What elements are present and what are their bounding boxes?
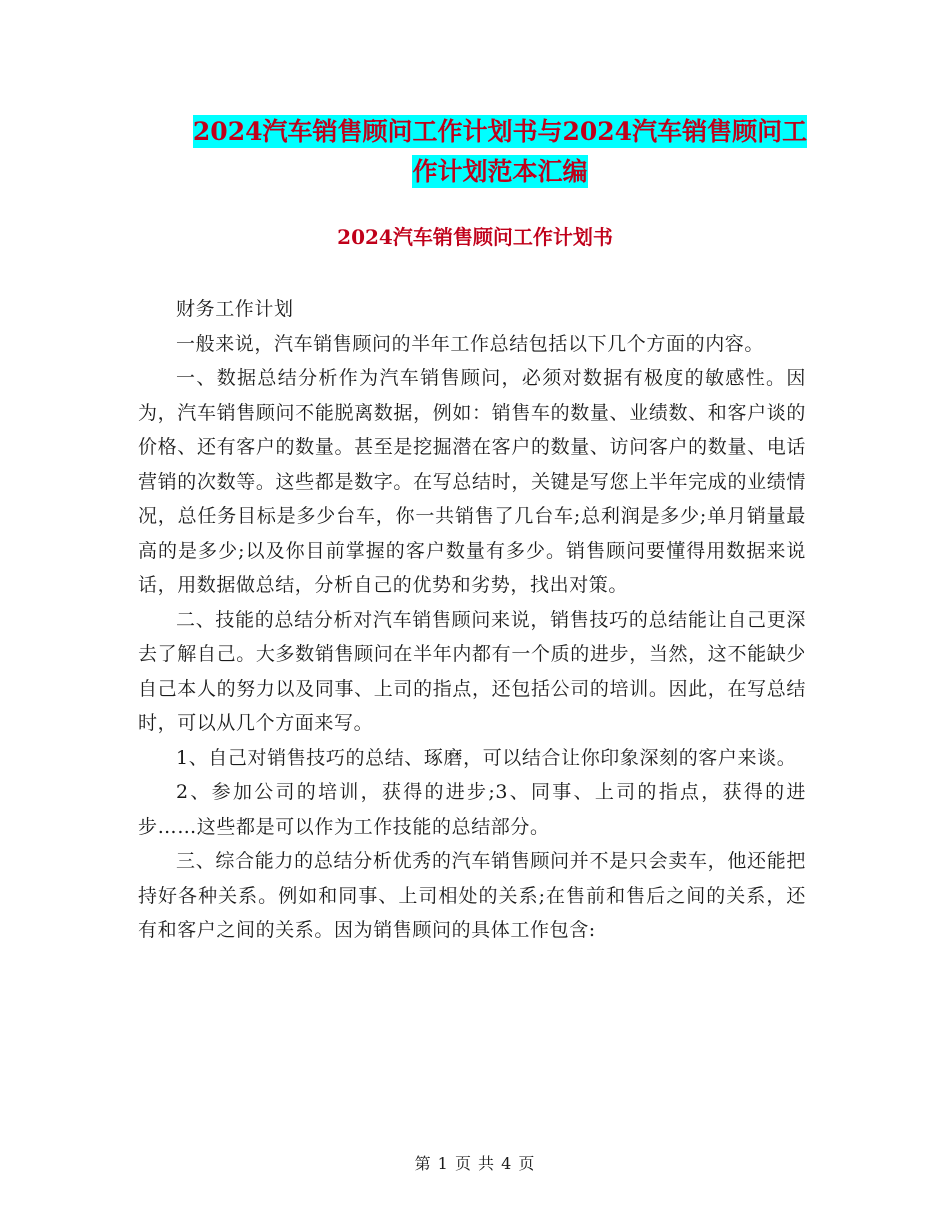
page-number-footer: 第 1 页 共 4 页 [414, 1154, 536, 1173]
paragraph: 一、数据总结分析作为汽车销售顾问，必须对数据有极度的敏感性。因为，汽车销售顾问不能脱离数据，例如：销售车的数量、业绩数、和客户谈的价格、还有客户的数量。甚至是挖掘潜在客户的数量、访问客户的数量、电话营销的次数等。这些都是数字。在写总结时，关键是写您上半年完成的业绩情况，总任务目标是多少台车，你一共销售了几台车;总利润是多少;单月销量最高的是多少;以及你目前掌握的客户数量有多少。销售顾问要懂得用数据来说话，用数据做总结，分析自己的优势和劣势，找出对策。 [138, 367, 806, 596]
paragraph: 1、自己对销售技巧的总结、琢磨，可以结合让你印象深刻的客户来谈。 [176, 746, 797, 769]
document-title-line-1: 2024汽车销售顾问工作计划书与2024汽车销售顾问工 [192, 117, 808, 146]
paragraph: 2、参加公司的培训，获得的进步;3、同事、上司的指点，获得的进步……这些都是可以作为工作技能的总结部分。 [138, 781, 806, 838]
document-title-line-2: 作计划范本汇编 [412, 157, 588, 186]
document-title [120, 112, 880, 192]
paragraph: 二、技能的总结分析对汽车销售顾问来说，销售技巧的总结能让自己更深去了解自己。大多数销售顾问在半年内都有一个质的进步，当然，这不能缺少自己本人的努力以及同事、上司的指点，还包括公司的培训。因此，在写总结时，可以从几个方面来写。 [138, 608, 806, 734]
paragraph: 一般来说，汽车销售顾问的半年工作总结包括以下几个方面的内容。 [176, 332, 765, 355]
paragraph: 财务工作计划 [176, 298, 294, 320]
document-body [138, 292, 806, 948]
paragraph: 三、综合能力的总结分析优秀的汽车销售顾问并不是只会卖车，他还能把持好各种关系。例如和同事、上司相处的关系;在售前和售后之间的关系，还有和客户之间的关系。因为销售顾问的具体工作包含: [138, 850, 806, 941]
section-title: 2024汽车销售顾问工作计划书 [337, 225, 613, 249]
